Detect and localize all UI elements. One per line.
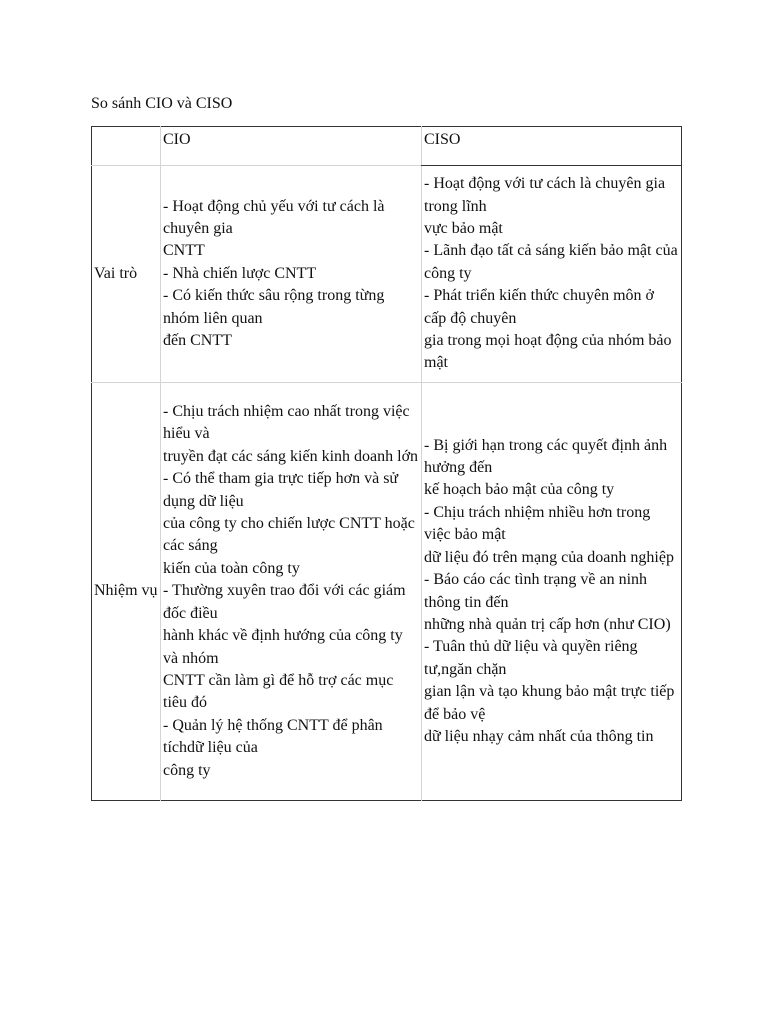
row-label-role: Vai trò bbox=[92, 166, 161, 383]
cell-line: - Phát triển kiến thức chuyên môn ở cấp độ chuyên bbox=[424, 287, 654, 327]
cell-line: kiến của toàn công ty bbox=[163, 559, 300, 577]
comparison-table bbox=[91, 126, 682, 801]
table-row bbox=[92, 166, 682, 383]
cell-line: truyền đạt các sáng kiến kinh doanh lớn bbox=[163, 447, 419, 465]
header-cell-cio: CIO bbox=[161, 127, 422, 166]
cell-line: - Thường xuyên trao đổi với các giám đốc điều bbox=[163, 582, 406, 622]
cell-line: - Hoạt động chủ yếu với tư cách là chuyên gia bbox=[163, 197, 385, 237]
cell-line: - Báo cáo các tình trạng về an ninh thông tin đến bbox=[424, 571, 648, 611]
cell-line: kế hoạch bảo mật của công ty bbox=[424, 481, 615, 499]
cell-line: dữ liệu nhạy cảm nhất của thông tin bbox=[424, 727, 654, 745]
row-label-tasks: Nhiệm vụ bbox=[92, 383, 161, 801]
cell-line: những nhà quản trị cấp hơn (như CIO) bbox=[424, 615, 671, 633]
header-cell-ciso: CISO bbox=[422, 127, 682, 166]
cell-line: gia trong mọi hoạt động của nhóm bảo mật bbox=[424, 332, 672, 372]
cell-line: - Quản lý hệ thống CNTT để phân tíchdữ liệu của bbox=[163, 716, 383, 757]
cell-line: của công ty cho chiến lược CNTT hoặc các sáng bbox=[163, 515, 415, 555]
document-heading: So sánh CIO và CISO bbox=[91, 95, 233, 112]
cell-line: CNTT cần làm gì để hỗ trợ các mục tiêu đó bbox=[163, 671, 394, 712]
cell-line: - Có thể tham gia trực tiếp hơn và sử dụng dữ liệu bbox=[163, 470, 399, 510]
table-header-row bbox=[92, 127, 682, 166]
cell-line: - Chịu trách nhiệm nhiều hơn trong việc bảo mật bbox=[424, 503, 651, 544]
header-cell-blank bbox=[92, 127, 161, 166]
table-row bbox=[92, 383, 682, 801]
cell-line: - Lãnh đạo tất cả sáng kiến bảo mật của công ty bbox=[424, 242, 678, 282]
cell-line: đến CNTT bbox=[163, 332, 232, 350]
cell-line: - Chịu trách nhiệm cao nhất trong việc hiểu và bbox=[163, 403, 410, 443]
cell-line: - Tuân thủ dữ liệu và quyền riêng tư,ngăn chặn bbox=[424, 638, 638, 678]
cell-line: - Hoạt động với tư cách là chuyên gia trong lĩnh bbox=[424, 175, 666, 215]
cell-ciso-role bbox=[422, 166, 682, 383]
cell-line: - Bị giới hạn trong các quyết định ảnh hưởng đến bbox=[424, 436, 668, 477]
cell-line: công ty bbox=[163, 761, 211, 779]
cell-cio-role bbox=[161, 166, 422, 383]
cell-line: vực bảo mật bbox=[424, 219, 503, 237]
cell-line: gian lận và tạo khung bảo mật trực tiếp để bảo vệ bbox=[424, 683, 675, 723]
cell-line: CNTT bbox=[163, 242, 205, 260]
cell-line: dữ liệu đó trên mạng của doanh nghiệp bbox=[424, 548, 674, 566]
cell-cio-tasks bbox=[161, 383, 422, 801]
cell-ciso-tasks bbox=[422, 383, 682, 801]
cell-line: - Có kiến thức sâu rộng trong từng nhóm liên quan bbox=[163, 287, 385, 327]
cell-line: - Nhà chiến lược CNTT bbox=[163, 264, 317, 282]
cell-line: hành khác về định hướng của công ty và nhóm bbox=[163, 627, 403, 667]
